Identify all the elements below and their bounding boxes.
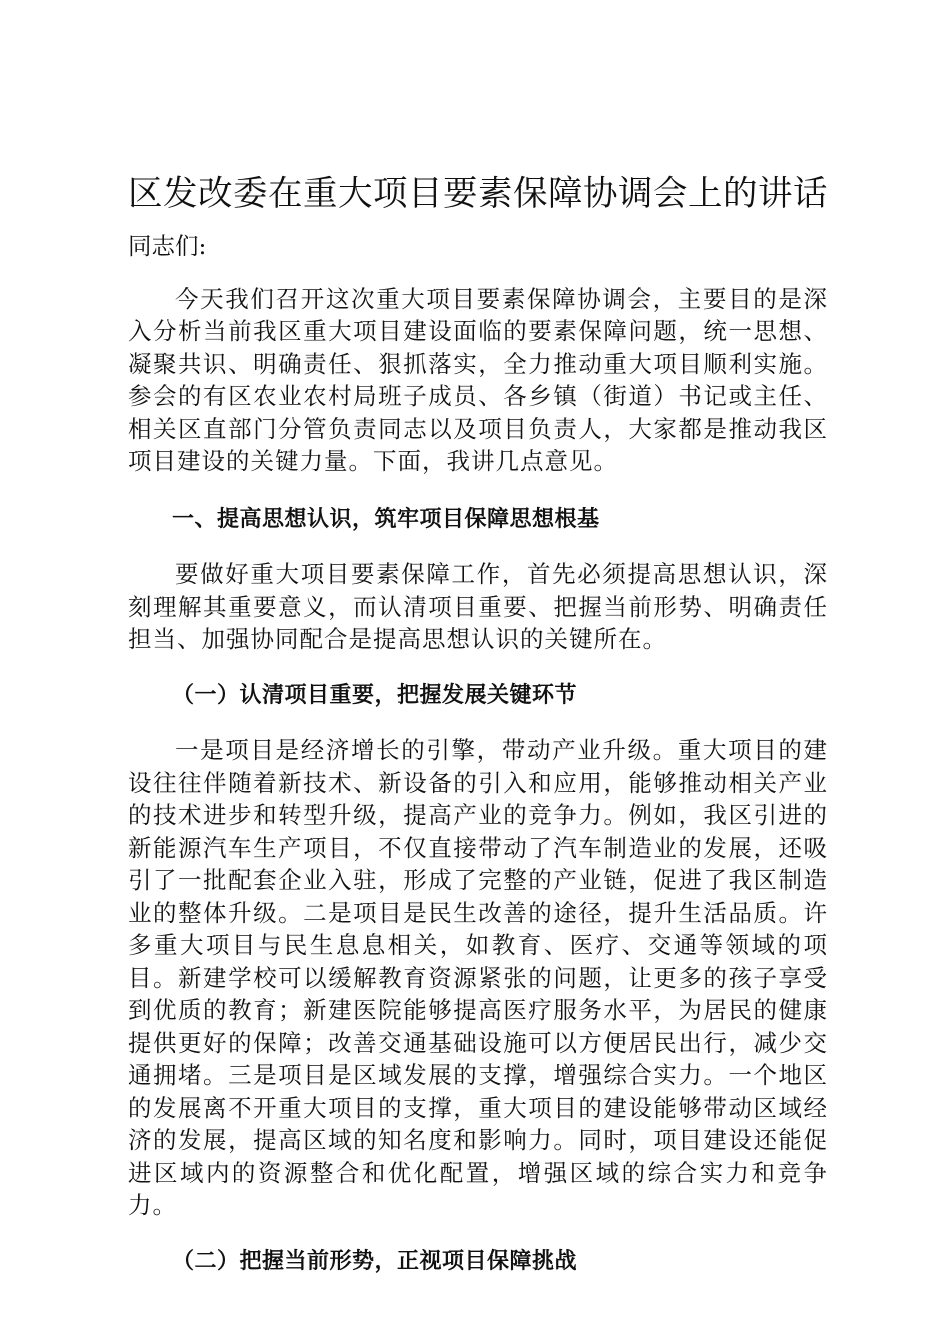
intro-paragraph: 今天我们召开这次重大项目要素保障协调会，主要目的是深入分析当前我区重大项目建设面临的要素保障问题，统一思想、凝聚共识、明确责任、狠抓落实，全力推动重大项目顺利实施。参会的有区农业农村局班子成员、各乡镇（街道）书记或主任、相关区直部门分管负责同志以及项目负责人，大家都是推动我区项目建设的关键力量。下面，我讲几点意见。: [128, 284, 828, 475]
salutation: 同志们:: [128, 232, 207, 260]
section-heading-1: 一、提高思想认识，筑牢项目保障思想根基: [172, 505, 600, 532]
section-1-paragraph: 要做好重大项目要素保障工作，首先必须提高思想认识，深刻理解其重要意义，而认清项目重要、把握当前形势、明确责任担当、加强协同配合是提高思想认识的关键所在。: [128, 560, 828, 653]
document-title: 区发改委在重大项目要素保障协调会上的讲话: [128, 174, 828, 214]
subsection-heading-1: （一）认清项目重要，把握发展关键环节: [172, 681, 578, 708]
subsection-1-paragraph: 一是项目是经济增长的引擎，带动产业升级。重大项目的建设往往伴随着新技术、新设备的引入和应用，能够推动相关产业的技术进步和转型升级，提高产业的竞争力。例如，我区引进的新能源汽车生产项目，不仅直接带动了汽车制造业的发展，还吸引了一批配套企业入驻，形成了完整的产业链，促进了我区制造业的整体升级。二是项目是民生改善的途径，提升生活品质。许多重大项目与民生息息相关，如教育、医疗、交通等领域的项目。新建学校可以缓解教育资源紧张的问题，让更多的孩子享受到优质的教育；新建医院能够提高医疗服务水平，为居民的健康提供更好的保障；改善交通基础设施可以方便居民出行，减少交通拥堵。三是项目是区域发展的支撑，增强综合实力。一个地区的发展离不开重大项目的支撑，重大项目的建设能够带动区域经济的发展，提高区域的知名度和影响力。同时，项目建设还能促进区域内的资源整合和优化配置，增强区域的综合实力和竞争力。: [128, 736, 828, 1219]
subsection-heading-2: （二）把握当前形势，正视项目保障挑战: [172, 1247, 578, 1274]
